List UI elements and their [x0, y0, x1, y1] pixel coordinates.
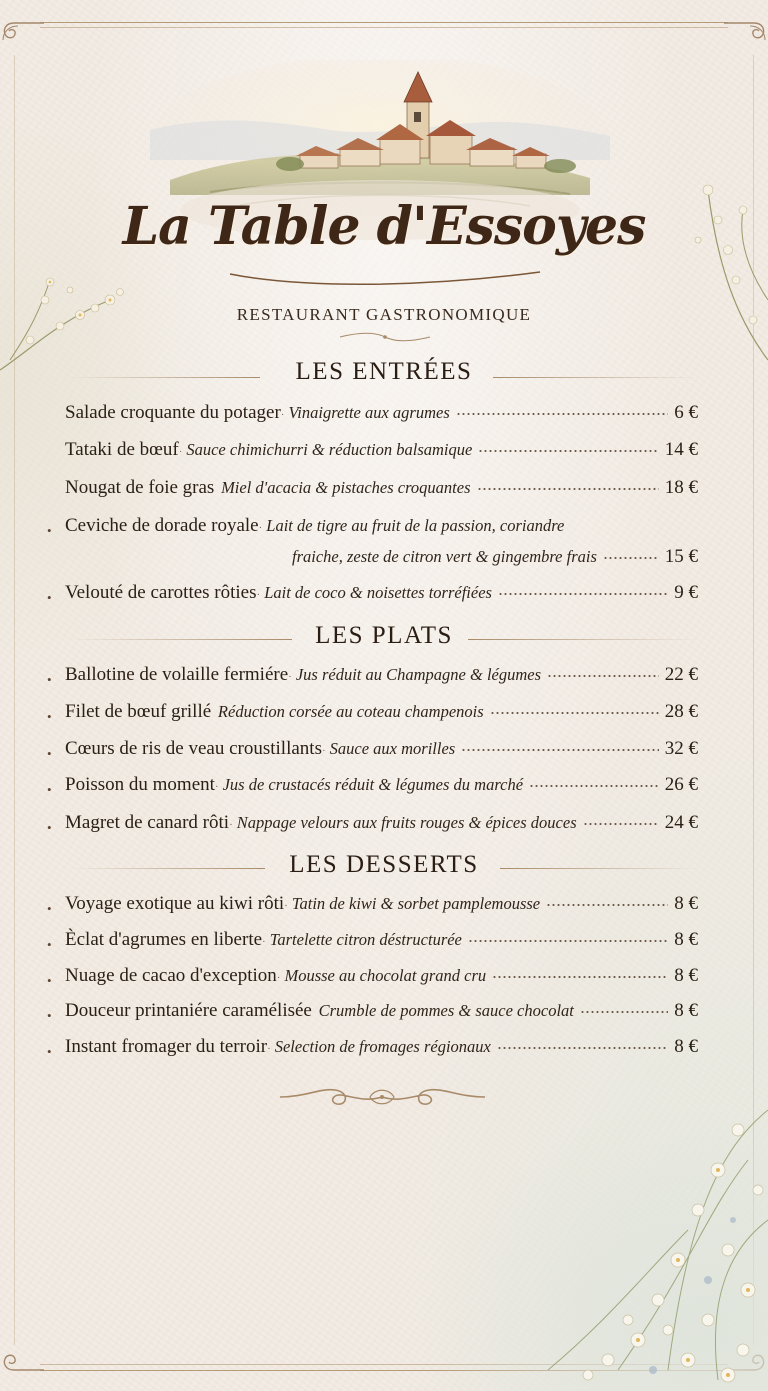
dish-description: Vinaigrette aux agrumes — [288, 403, 450, 422]
dish-price: 8 € — [674, 1000, 698, 1021]
bullet-icon: • — [47, 709, 52, 724]
dish-price: 18 € — [664, 477, 698, 498]
dish-description: Lait de coco & noisettes torréfiées — [264, 583, 492, 602]
dish-name: Magret de canard rôti — [65, 812, 230, 833]
flourish-ornament-icon — [275, 1078, 490, 1116]
dish-description: Jus réduit au Champagne & légumes — [295, 665, 542, 684]
dot-leader — [490, 708, 659, 718]
bullet-icon: • — [47, 672, 52, 687]
dish-price: 26 € — [664, 774, 698, 795]
dot-leader — [546, 900, 668, 910]
dish-name: Filet de bœuf grillé — [65, 701, 212, 722]
dot-leader — [492, 972, 668, 982]
menu-item: • Èclat d'agrumes en liberte · Tartelette citron déstructurée 8 € — [47, 929, 698, 952]
dish-price: 22 € — [664, 664, 698, 685]
dish-price: 24 € — [664, 812, 698, 833]
dish-description: Nappage velours aux fruits rouges & épices douces — [236, 813, 577, 832]
dish-price: 6 € — [674, 402, 698, 423]
dish-description: Lait de tigre au fruit de la passion, coriandre — [266, 516, 565, 535]
dot-leader — [580, 1007, 668, 1017]
dish-price: 9 € — [674, 582, 698, 603]
dish-name: Cœurs de ris de veau croustillants — [65, 738, 322, 759]
restaurant-subtitle: RESTAURANT GASTRONOMIQUE — [236, 305, 532, 324]
flower-spray-icon — [388, 1070, 768, 1391]
dish-price: 8 € — [674, 965, 698, 986]
dish-description: Tatin de kiwi & sorbet pamplemousse — [291, 894, 541, 913]
dish-name: Poisson du moment — [65, 774, 215, 795]
dish-name: Ballotine de volaille fermiére — [65, 664, 289, 685]
menu-item: • Velouté de carottes rôties · Lait de coco & noisettes torréfiées 9 € — [47, 582, 698, 605]
menu-item — [0, 1000, 768, 1030]
menu-item — [0, 701, 768, 731]
dish-description: Miel d'acacia & pistaches croquantes — [221, 478, 471, 497]
dish-description: Selection de fromages régionaux — [274, 1037, 491, 1056]
dish-description: Mousse au chocolat grand cru — [284, 966, 487, 985]
dish-price: 8 € — [674, 929, 698, 950]
bullet-icon: • — [47, 937, 52, 952]
dot-leader — [498, 589, 668, 599]
flower-spray-icon — [678, 150, 768, 370]
flourish-ornament-icon — [220, 262, 550, 292]
dish-name: Salade croquante du potager — [65, 402, 281, 423]
bullet-icon: • — [47, 1008, 52, 1023]
corner-scroll-icon — [722, 20, 768, 60]
restaurant-logo: La Table d'Essoyes — [122, 196, 646, 257]
dish-description: Réduction corsée au coteau champenois — [217, 702, 484, 721]
corner-scroll-icon — [0, 1340, 46, 1380]
dish-description-line2: fraiche, zeste de citron vert & gingembre frais — [292, 547, 597, 566]
dish-name: Èclat d'agrumes en liberte — [65, 929, 263, 950]
menu-item-continuation — [0, 546, 768, 576]
bullet-icon: • — [47, 746, 52, 761]
dish-name: Instant fromager du terroir — [65, 1036, 268, 1057]
dish-name: Ceviche de dorade royale — [65, 515, 259, 536]
dish-name: Nuage de cacao d'exception — [65, 965, 277, 986]
dish-description: Tartelette citron déstructurée — [269, 930, 462, 949]
dot-leader — [478, 446, 658, 456]
frame-border-top-inner — [40, 27, 728, 28]
menu-item: • Poisson du moment · Jus de crustacés réduit & légumes du marché 26 € — [47, 774, 698, 797]
dish-name: Douceur printaniére caramélisée — [65, 1000, 312, 1021]
menu-item: • Ceviche de dorade royale · Lait de tigre au fruit de la passion, coriandre — [47, 515, 565, 538]
dish-description: Sauce chimichurri & réduction balsamique — [186, 440, 473, 459]
dish-name: Velouté de carottes rôties — [65, 582, 257, 603]
dot-leader — [461, 745, 659, 755]
bullet-icon: • — [47, 782, 52, 797]
bullet-icon: • — [47, 820, 52, 835]
menu-item: • Cœurs de ris de veau croustillants · Sauce aux morilles 32 € — [47, 738, 698, 761]
bullet-icon: • — [47, 901, 52, 916]
section-title-entrees: LES ENTRÉES — [295, 358, 473, 385]
frame-border-top — [40, 22, 728, 23]
dot-leader — [529, 781, 659, 791]
dot-leader — [497, 1043, 668, 1053]
dish-price: 32 € — [664, 738, 698, 759]
bullet-icon: • — [47, 523, 52, 538]
dish-price: 28 € — [664, 701, 698, 722]
bullet-icon: • — [47, 1044, 52, 1059]
bullet-icon: • — [47, 590, 52, 605]
corner-scroll-icon — [0, 20, 46, 60]
dish-name: Nougat de foie gras — [65, 477, 215, 498]
dot-leader — [547, 671, 659, 681]
dot-leader — [468, 936, 668, 946]
dish-name: Tataki de bœuf — [65, 439, 179, 460]
dish-price: 14 € — [664, 439, 698, 460]
dot-leader — [477, 484, 659, 494]
dish-price: 15 € — [664, 546, 698, 567]
menu-item: • Voyage exotique au kiwi rôti · Tatin de kiwi & sorbet pamplemousse 8 € — [47, 893, 698, 916]
menu-item: • Ballotine de volaille fermiére · Jus réduit au Champagne & légumes 22 € — [47, 664, 698, 687]
dish-price: 8 € — [674, 893, 698, 914]
menu-item: • Instant fromager du terroir · Selection de fromages régionaux 8 € — [47, 1036, 698, 1059]
menu-item: Salade croquante du potager · Vinaigrette aux agrumes 6 € — [65, 402, 698, 423]
dish-name: Voyage exotique au kiwi rôti — [65, 893, 285, 914]
flourish-ornament-icon — [330, 330, 440, 344]
dot-leader — [583, 819, 659, 829]
menu-item — [0, 477, 768, 507]
dot-leader — [456, 409, 668, 419]
dish-description: Jus de crustacés réduit & légumes du marché — [222, 775, 524, 794]
dish-description: Sauce aux morilles — [329, 739, 456, 758]
menu-item: Tataki de bœuf · Sauce chimichurri & réduction balsamique 14 € — [65, 439, 698, 460]
dot-leader — [603, 553, 659, 563]
bullet-icon: • — [47, 973, 52, 988]
dish-price: 8 € — [674, 1036, 698, 1057]
dish-description: Crumble de pommes & sauce chocolat — [318, 1001, 574, 1020]
section-title-plats: LES PLATS — [315, 622, 453, 649]
menu-item: • Nuage de cacao d'exception · Mousse au chocolat grand cru 8 € — [47, 965, 698, 988]
menu-item: • Magret de canard rôti · Nappage velours aux fruits rouges & épices douces 24 € — [47, 812, 698, 835]
section-title-desserts: LES DESSERTS — [289, 851, 479, 878]
